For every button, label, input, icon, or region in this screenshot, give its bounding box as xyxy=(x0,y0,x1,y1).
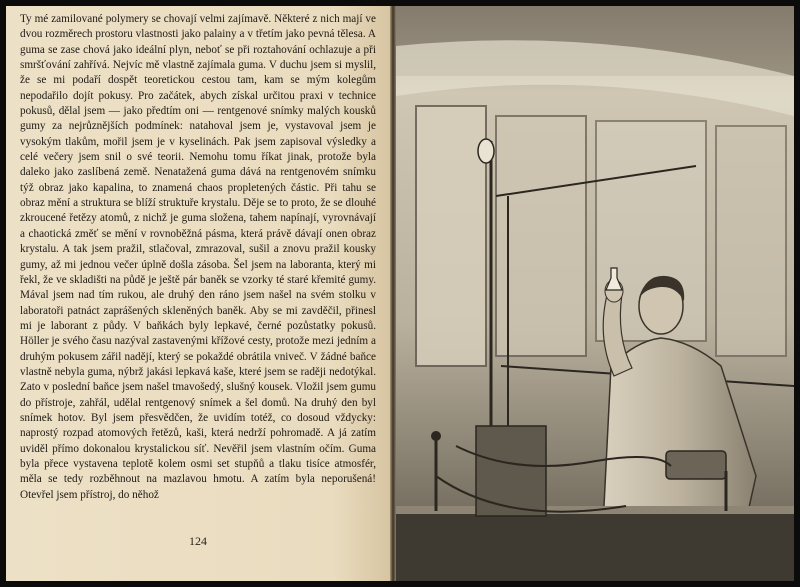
bench-apparatus xyxy=(476,426,546,516)
bench-apparatus xyxy=(666,451,726,479)
page-number: 124 xyxy=(189,534,207,548)
stopcock-knob xyxy=(431,431,441,441)
left-page xyxy=(6,6,390,581)
window-pane xyxy=(716,126,786,356)
body-text: Ty mé zamilované polymery se chovají velmi zajímavě. Některé z nich mají ve dvou rozměrech prostoru vlastnosti jako palainy a v třetím jako pevná tělesa. A guma se zase chová jako ideální plyn, neboť se při roztahování ochlazuje a při smršťování zahřívá. Nejvíc mě vlastně zajímala guma. V duchu jsem si myslil, že se mi podaří dospět teoretickou cestou tam, kam se mým kolegům nepodařilo dojít pokusy. Pro začátek, abych získal určitou praxi v technice pokusů, dělal jsem — jako předtím oni — rentgenové snímky malých kousků gumy za nejrůznějších podmínek: natahoval jsem je, vystavoval jsem je vysokým tlakům, mořil jsem je v kyselinách. Pak jsem zapisoval výsledky a celé večery jsem snil o své teorii. Nemohu tomu říkat jinak, protože byla daleko jako zaslíbená země. Nenatažená guma dává na rentgenovém snímku týž obraz jako kapalina, to znamená chaos propletených částic. Při tahu se obraz mění a struktura se blíží struktuře krystalu. Děje se to proto, že se dlouhé zkroucené řetězy atomů, z nichž je guma složena, tahem napínají, vyrovnávají a chaotická změť se mění v rovnoběžná pásma, která právě dávají onen obraz krystalu. A tak jsem pražil, stlačoval, zmrazoval, sušil a znovu pražil kousky gumy, až mi jednou večer úplně došla zásoba. Šel jsem na laboranta, který mi řekl, že ve skladišti na půdě je ještě pár baněk se vzorky té staré křemité gumy. Mával jsem nad tím rukou, ale druhý den ráno jsem našel na svém stolku v laboratoři patnáct zaprášených skleněných baněk. Aby se mi zavděčil, přinesl mi je laborant z půdy. V baňkách byly lepkavé, černé pozůstatky pokusů. Höller je svého času nazýval zastavenými křížové cesty, protože mezi jedním a druhým pokusem zářil nadějí, který se pokaždé obrátila vniveč. V žádné baňce vlastně nebyla guma, nýbrž jakási lepkavá kaše, které jsem se raději nedotýkal. Zato v poslední baňce jsem našel tmavošedý, slušný kousek. Vložil jsem gumu do přístroje, zahřál, udělal rentgenový snímek a šel domů. Na druhý den byl snímek hotov. Byl jsem přesvědčen, že uvidím totéž, co dosoud vždycky: naprostý rozpad atomových řetězů, kaši, která nedrží pohromadě. A já zatím uviděl přímo dokonalou krystalickou síť. Nevěřil jsem vlastním očím. Guma byla přece vystavena teplotě kolem osmi set stupňů a tlaku tisíce atmosfér, měla se tedy rozběhnout na mazlavou hmotu. A zatím byla neporušená! Otevřel jsem přístroj, do něhož xyxy=(20,13,376,501)
flask-on-rod xyxy=(478,139,494,163)
right-page xyxy=(396,6,794,581)
book-spread xyxy=(6,6,794,581)
lab-bench xyxy=(396,511,794,581)
lab-illustration xyxy=(396,6,794,581)
window-pane xyxy=(496,116,586,356)
window-pane xyxy=(416,106,486,366)
